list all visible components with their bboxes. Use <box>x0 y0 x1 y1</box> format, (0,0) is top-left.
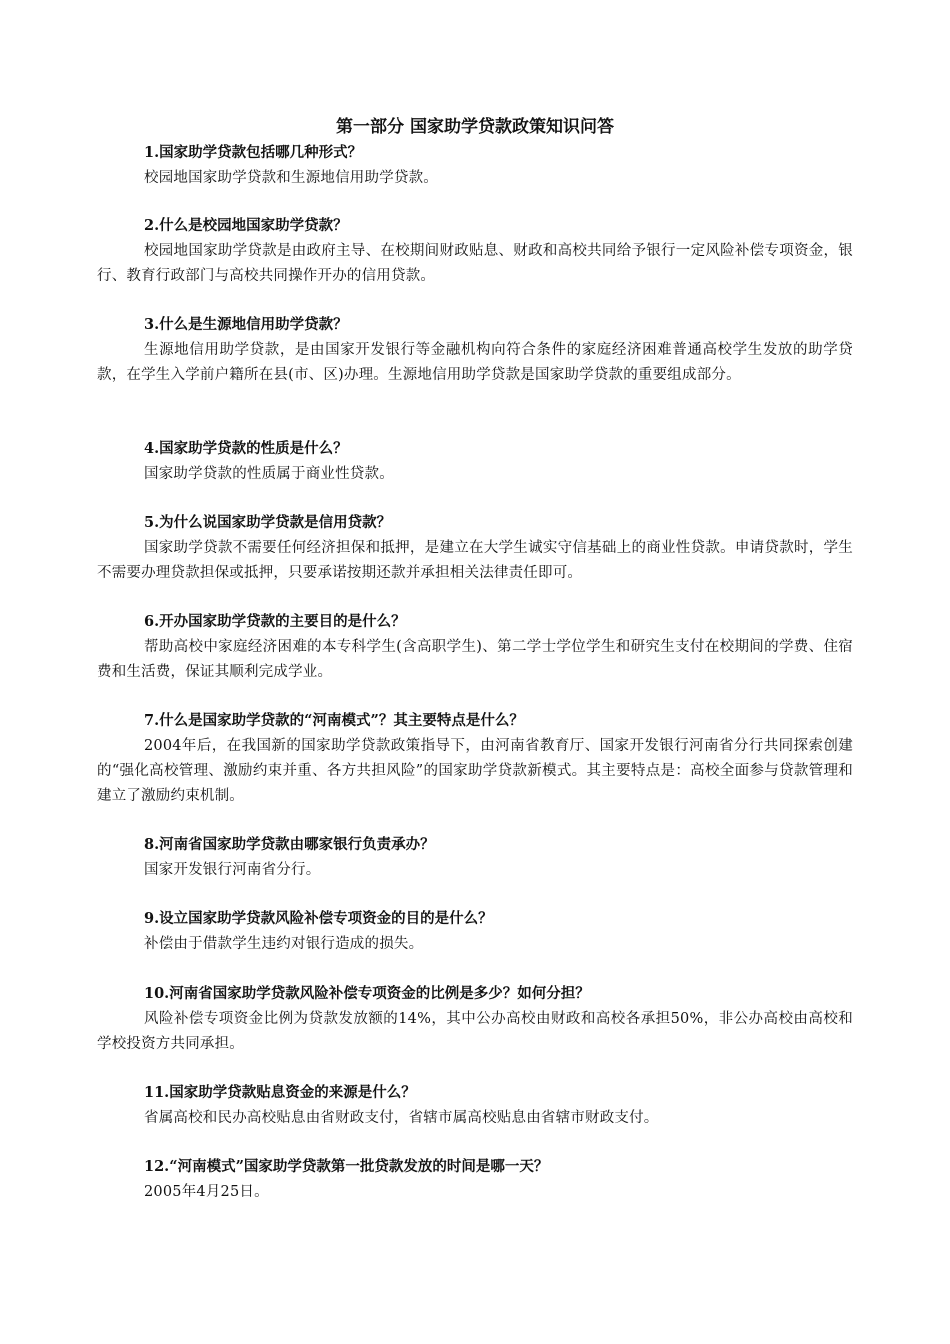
question-1: 1.国家助学贷款包括哪几种形式？ <box>144 144 363 161</box>
qa-item-4 <box>97 437 853 487</box>
answer-6: 帮助高校中家庭经济困难的本专科学生(含高职学生)、第二学士学位学生和研究生支付在校期间的学费、住宿费和生活费，保证其顺利完成学业。 <box>97 639 853 680</box>
question-12: 12.“河南模式”国家助学贷款第一批贷款发放的时间是哪一天？ <box>144 1158 549 1175</box>
qa-item-2 <box>97 214 853 289</box>
answer-7: 2004年后，在我国新的国家助学贷款政策指导下，由河南省教育厅、国家开发银行河南省分行共同探索创建的“强化高校管理、激励约束并重、各方共担风险”的国家助学贷款新模式。其主要特点是：高校全面参与贷款管理和建立了激励约束机制。 <box>97 738 853 804</box>
answer-3: 生源地信用助学贷款，是由国家开发银行等金融机构向符合条件的家庭经济困难普通高校学生发放的助学贷款，在学生入学前户籍所在县(市、区)办理。生源地信用助学贷款是国家助学贷款的重要组成部分。 <box>97 342 853 383</box>
question-9: 9.设立国家助学贷款风险补偿专项资金的目的是什么？ <box>144 910 493 927</box>
qa-item-10 <box>97 982 853 1057</box>
question-7: 7.什么是国家助学贷款的“河南模式”？其主要特点是什么？ <box>144 712 524 729</box>
qa-item-9 <box>97 907 853 957</box>
question-2: 2.什么是校园地国家助学贷款？ <box>144 217 348 234</box>
question-5: 5.为什么说国家助学贷款是信用贷款？ <box>144 514 392 531</box>
answer-4: 国家助学贷款的性质属于商业性贷款。 <box>144 466 394 482</box>
question-8: 8.河南省国家助学贷款由哪家银行负责承办？ <box>144 836 435 853</box>
question-4: 4.国家助学贷款的性质是什么？ <box>144 440 348 457</box>
document-title: 第一部分 国家助学贷款政策知识问答 <box>336 117 614 137</box>
qa-item-6 <box>97 610 853 685</box>
answer-9: 补偿由于借款学生违约对银行造成的损失。 <box>144 936 424 952</box>
question-6: 6.开办国家助学贷款的主要目的是什么？ <box>144 613 406 630</box>
answer-8: 国家开发银行河南省分行。 <box>144 862 321 878</box>
qa-item-12 <box>97 1155 853 1205</box>
question-10: 10.河南省国家助学贷款风险补偿专项资金的比例是多少？如何分担？ <box>144 985 590 1002</box>
question-11: 11.国家助学贷款贴息资金的来源是什么？ <box>144 1084 416 1101</box>
answer-10: 风险补偿专项资金比例为贷款发放额的14%，其中公办高校由财政和高校各承担50%，非公办高校由高校和学校投资方共同承担。 <box>97 1011 853 1052</box>
answer-5: 国家助学贷款不需要任何经济担保和抵押，是建立在大学生诚实守信基础上的商业性贷款。申请贷款时，学生不需要办理贷款担保或抵押，只要承诺按期还款并承担相关法律责任即可。 <box>97 540 853 581</box>
answer-12: 2005年4月25日。 <box>144 1184 269 1200</box>
qa-item-5 <box>97 511 853 586</box>
qa-item-1 <box>97 141 853 191</box>
qa-item-7 <box>97 709 853 809</box>
qa-item-3 <box>97 313 853 388</box>
qa-item-8 <box>97 833 853 883</box>
qa-item-11 <box>97 1081 853 1131</box>
question-3: 3.什么是生源地信用助学贷款？ <box>144 316 348 333</box>
answer-2: 校园地国家助学贷款是由政府主导、在校期间财政贴息、财政和高校共同给予银行一定风险补偿专项资金，银行、教育行政部门与高校共同操作开办的信用贷款。 <box>97 243 853 284</box>
answer-1: 校园地国家助学贷款和生源地信用助学贷款。 <box>144 170 438 186</box>
answer-11: 省属高校和民办高校贴息由省财政支付，省辖市属高校贴息由省辖市财政支付。 <box>144 1110 659 1126</box>
